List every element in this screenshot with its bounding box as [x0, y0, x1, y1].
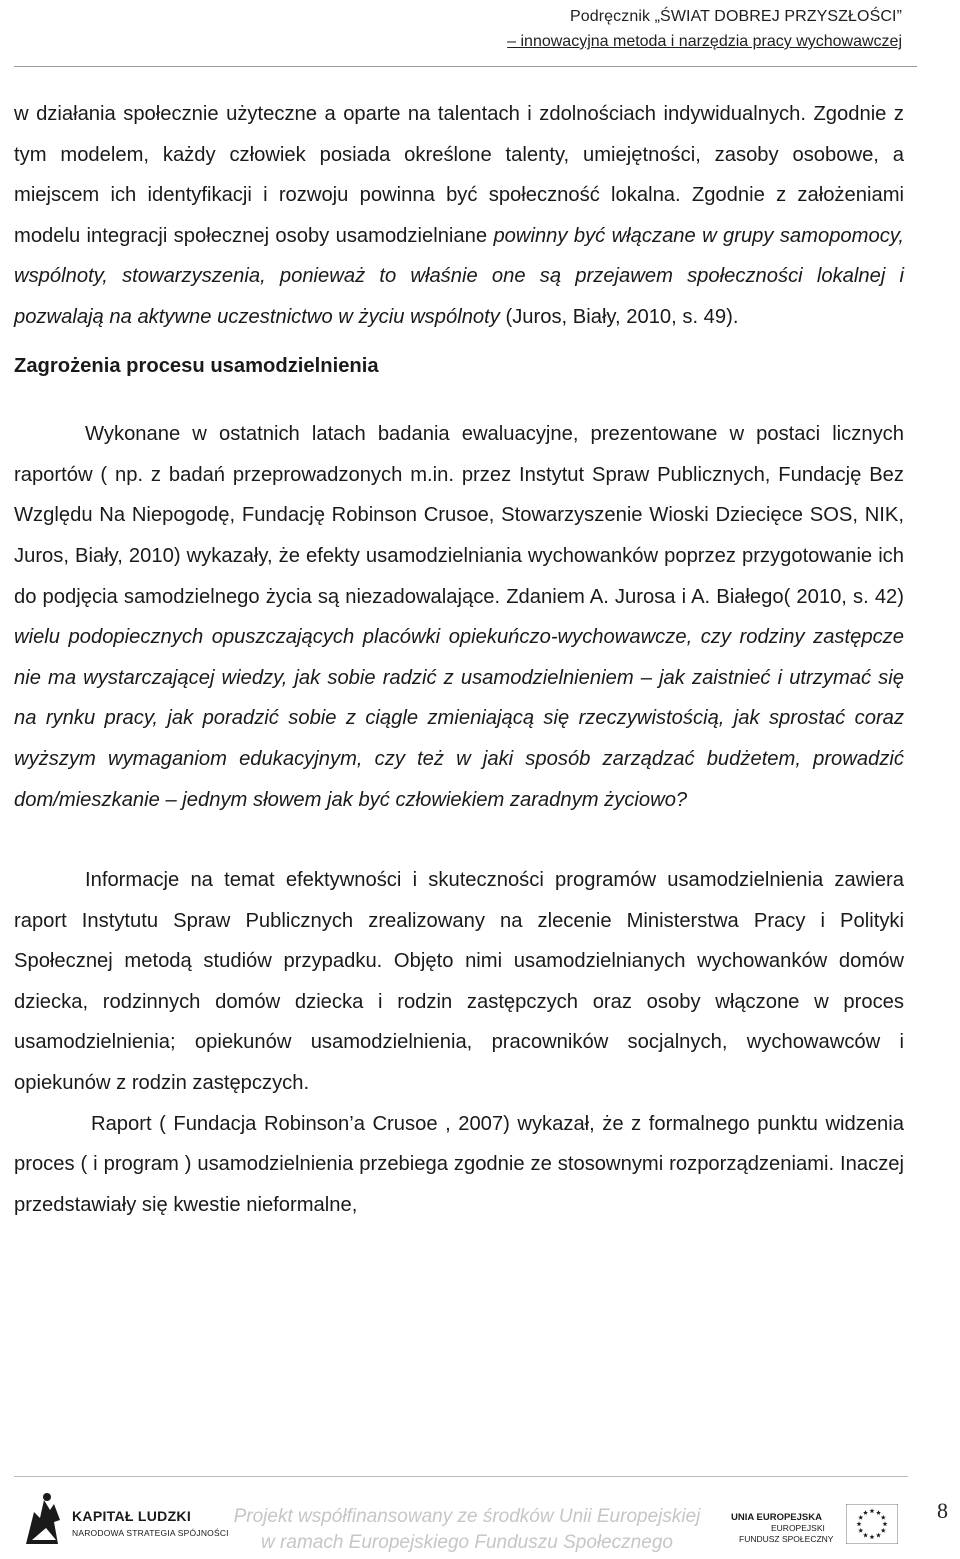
- paragraph-spacer: [14, 820, 904, 860]
- kapital-ludzki-subtitle: NARODOWA STRATEGIA SPÓJNOŚCI: [72, 1528, 229, 1538]
- eu-line2: EUROPEJSKI: [771, 1523, 825, 1533]
- section-heading: Zagrożenia procesu usamodzielnienia: [14, 354, 379, 377]
- header-subtitle: – innowacyjna metoda i narzędzia pracy wychowawczej: [507, 33, 902, 50]
- paragraph-2: [14, 414, 904, 820]
- footer-funding-note: [226, 1504, 708, 1556]
- eu-text-block: [731, 1512, 833, 1545]
- paragraph-1-citation: (Juros, Biały, 2010, s. 49).: [499, 305, 739, 328]
- document-body: [14, 94, 904, 1225]
- footer-funding-line2: w ramach Europejskiego Funduszu Społecznego: [261, 1532, 673, 1553]
- eu-line3: FUNDUSZ SPOŁECZNY: [739, 1534, 834, 1544]
- page-header: [507, 4, 902, 54]
- page-footer: [0, 1480, 960, 1559]
- page-number: 8: [937, 1498, 948, 1523]
- kapital-ludzki-title: KAPITAŁ LUDZKI: [72, 1508, 192, 1524]
- paragraph-1-quote: powinny być włączane w grupy samopomocy, wspólnoty, stowarzyszenia, ponieważ to właśnie one są przejawem społeczności lokalnej i pozwalają na aktywne uczestnictwo w życiu wspólnoty: [14, 224, 904, 328]
- paragraph-1: [14, 94, 904, 338]
- paragraph-4: Raport ( Fundacja Robinson’a Crusoe , 2007) wykazał, że z formalnego punktu widzenia proces ( i program ) usamodzielnienia przebiega zgodnie ze stosownymi rozporządzeniami. Inaczej przedstawiały się kwestie nieformalne,: [14, 1112, 904, 1216]
- header-title: Podręcznik „ŚWIAT DOBREJ PRZYSZŁOŚCI”: [569, 8, 902, 25]
- footer-funding-line1: Projekt współfinansowany ze środków Unii Europejskiej: [233, 1506, 701, 1527]
- footer-divider: [14, 1476, 908, 1477]
- paragraph-1-text: w działania społecznie użyteczne a oparte na talentach i zdolnościach indywidualnych. Zgodnie z tym modelem, każdy człowiek posiada określone talenty, umiejętności, zasoby osobowe, a miejscem ich identyfikacji i rozwoju powinna być społeczność lokalna. Zgodnie z założeniami modelu integracji społecznej osoby usamodzielniane: [14, 103, 904, 247]
- eu-title: UNIA EUROPEJSKA: [731, 1512, 822, 1523]
- eu-flag-icon: [846, 1504, 898, 1544]
- paragraph-2-text: Wykonane w ostatnich latach badania ewaluacyjne, prezentowane w postaci licznych raportów ( np. z badań przeprowadzonych m.in. przez Instytut Spraw Publicznych, Fundację Bez Względu Na Niepogodę, Fundację Robinson Crusoe, Stowarzyszenie Wioski Dziecięce SOS, NIK, Juros, Biały, 2010) wykazały, że efekty usamodzielniania wychowanków poprzez przygotowanie ich do podjęcia samodzielnego życia są niezadowalające. Zdaniem A. Jurosa i A. Białego( 2010, s. 42): [14, 423, 904, 608]
- paragraph-3: Informacje na temat efektywności i skuteczności programów usamodzielnienia zawiera raport Instytutu Spraw Publicznych zrealizowany na zlecenie Ministerstwa Pracy i Polityki Społecznej metodą studiów przypadku. Objęto nimi usamodzielnianych wychowanków domów dziecka, rodzinnych domów dziecka i rodzin zastępczych oraz osoby włączone w proces usamodzielnienia; opiekunów usamodzielnienia, pracowników socjalnych, wychowawców i opiekunów z rodzin zastępczych.: [14, 869, 904, 1095]
- header-divider: [14, 66, 917, 67]
- paragraph-2-quote: wielu podopiecznych opuszczających placówki opiekuńczo-wychowawcze, czy rodziny zastępcze nie ma wystarczającej wiedzy, jak sobie radzić z usamodzielnieniem – jak zaistnieć i utrzymać się na rynku pracy, jak poradzić sobie z ciągle zmieniającą się rzeczywistością, jak sprostać coraz wyższym wymaganiom edukacyjnym, czy też w jaki sposób zarządzać budżetem, prowadzić dom/mieszkanie – jednym słowem jak być człowiekiem zaradnym życiowo?: [14, 626, 904, 811]
